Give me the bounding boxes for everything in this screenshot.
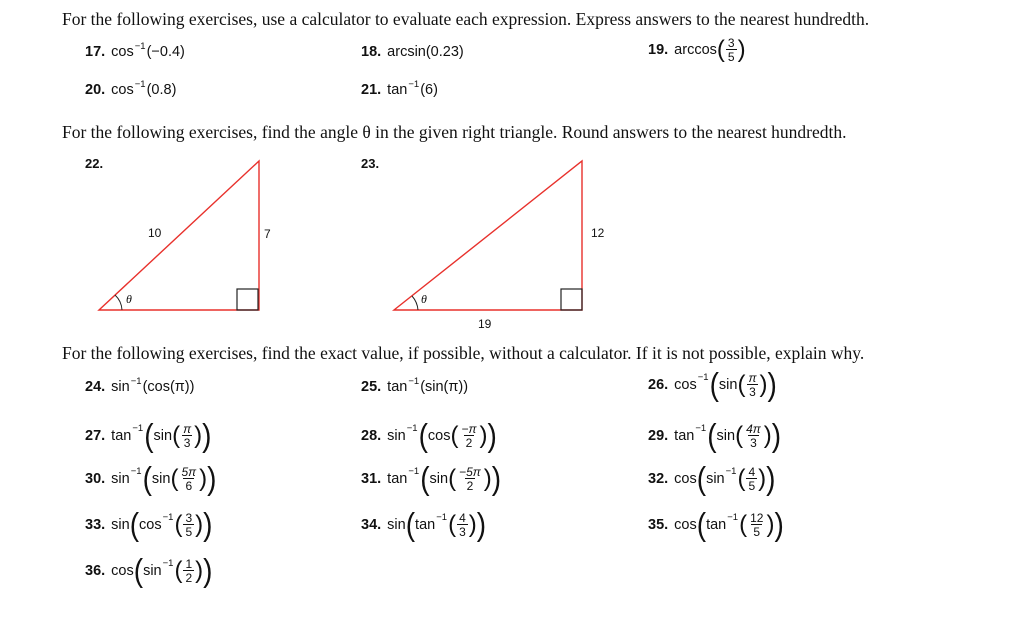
instructions-exact: For the following exercises, find the exact value, if possible, without a calculator. If it is not possible, explain why. [62,343,865,363]
exercise-33: 33. sin ( cos −1 ( $\frac{3}{5}$ ) ) [85,506,213,543]
exercise-27: 27. tan −1 ( sin ( $\frac{\pi}{3}$ ) ) [85,417,212,454]
exercise-22-number: 22. [85,156,104,171]
exercise-36: 36. cos ( sin −1 ( $\frac{1}{2}$ ) ) [85,552,213,589]
triangle-23-theta: θ [421,292,427,306]
instructions-triangle: For the following exercises, find the angle θ in the given right triangle. Round answers to the nearest hundredth. [62,122,847,142]
exercise-19: 19. arccos ( $\frac{3}{5}$ ) [648,36,746,64]
exercise-32: 32. cos ( sin −1 ( $\frac{4}{5}$ ) ) [648,460,776,497]
exercise-23-number: 23. [361,156,380,171]
exercise-26: 26. cos −1 ( sin ( $\frac{\pi}{3}$ ) ) [648,366,777,403]
triangle-23-right-angle [561,289,582,310]
instructions-calculator: For the following exercises, use a calculator to evaluate each expression. Express answers to the nearest hundredth. [62,9,870,29]
exercise-24: 24. $\sin^{-1}(\cos(\pi))$ [85,376,195,395]
exercise-29: 29. tan −1 ( sin ( $\frac{4\pi}{3}$ ) ) [648,417,782,454]
exercise-25: 25. $\tan^{-1}(\sin(\pi))$ [361,376,469,395]
triangle-22 [99,161,259,310]
exercise-17: 17. $\cos^{-1}(-0.4)$ [85,41,185,60]
triangle-23-shape [394,161,582,310]
exercise-31: 31. tan −1 ( sin ( $\frac{-5\pi}{2}$ ) ) [361,460,502,497]
exercise-20: 20. $\cos^{-1}(0.8)$ [85,79,177,98]
exercise-35: 35. cos ( tan −1 ( $\frac{12}{5}$ ) ) [648,506,784,543]
triangle-22-theta: θ [126,292,132,306]
exercise-34: 34. sin ( tan −1 ( $\frac{4}{3}$ ) ) [361,506,487,543]
exercise-28: 28. sin −1 ( cos ( $\frac{-\pi}{2}$ ) ) [361,417,497,454]
triangle-23-side-label: 12 [591,226,605,240]
triangle-22-angle-arc [115,295,122,310]
exercise-30: 30. sin −1 ( sin ( $\frac{5\pi}{6}$ ) ) [85,460,217,497]
triangle-22-right-angle [237,289,258,310]
exercise-21: 21. $\tan^{-1}(6)$ [361,79,438,98]
triangle-22-side-label: 7 [264,227,271,241]
triangle-22-hypotenuse-label: 10 [148,226,162,240]
exercise-18: 18. arcsin(0.23) [361,44,464,60]
triangle-23 [394,161,582,310]
triangle-23-base-label: 19 [478,317,492,331]
triangle-22-shape [99,161,259,310]
triangle-23-angle-arc [412,296,418,310]
